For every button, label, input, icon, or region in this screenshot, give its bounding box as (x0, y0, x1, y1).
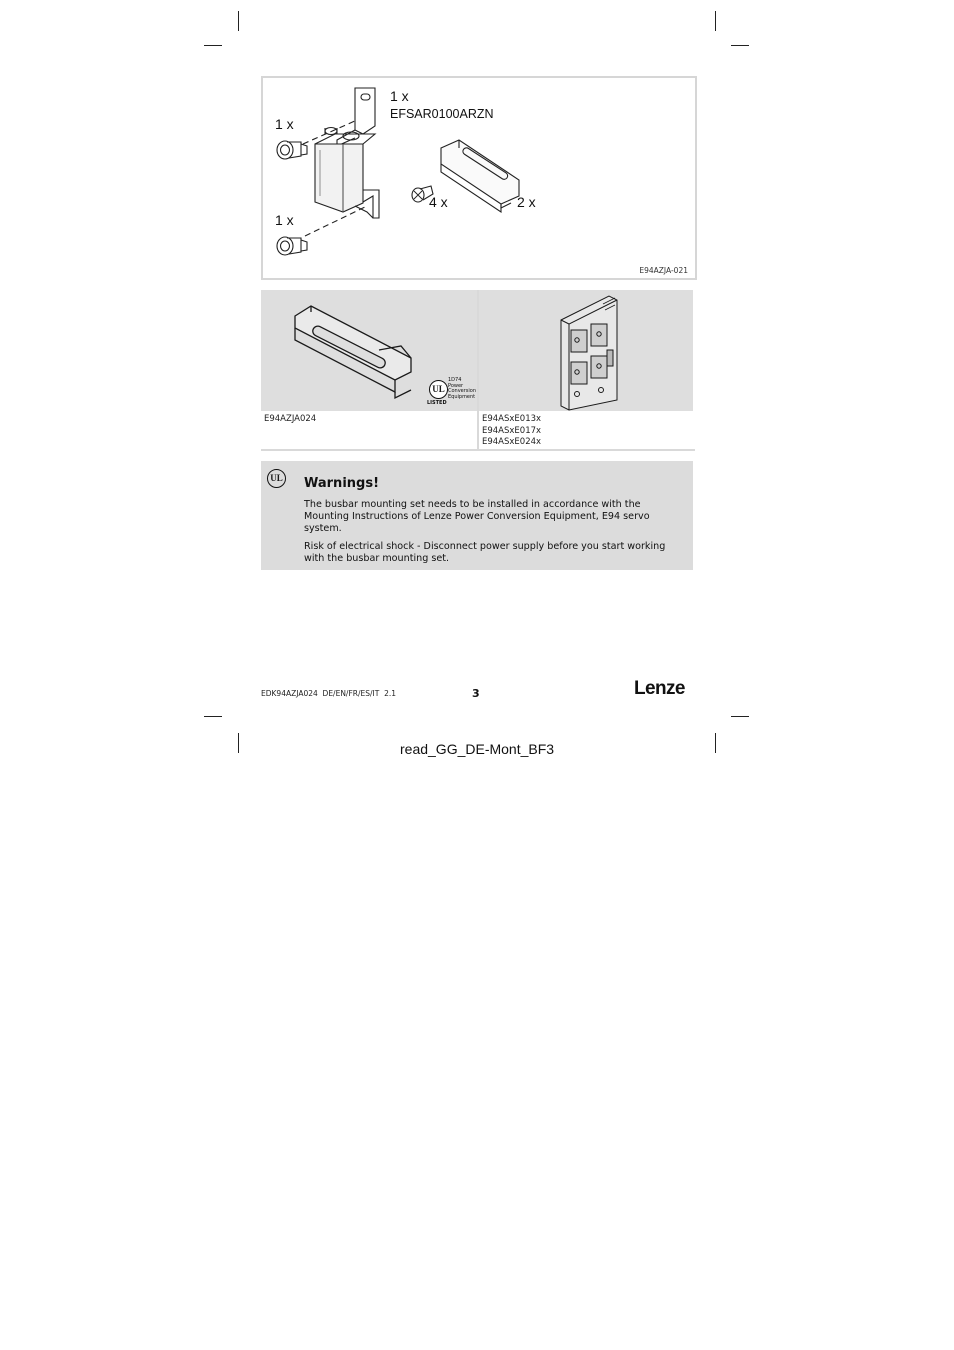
warning-box (261, 461, 693, 570)
fuse-quantity-label: 1 x (390, 88, 409, 104)
busbar-bracket (441, 140, 519, 212)
table-divider-horizontal (261, 449, 695, 451)
fuse-part-number: EFSAR0100ARZN (390, 107, 494, 121)
screw-bottom-quantity-label: 1 x (275, 212, 294, 228)
figure-code: E94AZJA-021 (639, 266, 688, 275)
lenze-logo: Lenze (634, 678, 685, 699)
small-screw-quantity-label: 4 x (429, 194, 448, 210)
crop-mark-top-right-horizontal (731, 45, 749, 46)
screw-bottom (277, 237, 307, 255)
ul-mark (427, 378, 475, 408)
product-cell-busbar (261, 290, 477, 451)
footer-document-reference: EDK94AZJA024 DE/EN/FR/ES/IT 2.1 (261, 689, 397, 698)
ul-listed-icon: UL (429, 380, 448, 399)
fuse-lower-bracket (363, 190, 379, 218)
crop-mark-top-left-horizontal (204, 45, 222, 46)
ul-warning-icon: UL (267, 469, 286, 488)
ul-mark-text: 1D74 Power Conversion Equipment (448, 377, 477, 400)
page-number: 3 (472, 687, 480, 700)
fuse-bracket-hole (361, 94, 370, 100)
product-caption-servo: E94ASxE013x E94ASxE017x E94ASxE024x (482, 414, 542, 447)
product-cell-servo (479, 290, 693, 451)
fuse-upper-bracket (355, 88, 375, 134)
product-table (261, 290, 695, 451)
warning-paragraph-2: Risk of electrical shock - Disconnect power supply before you start working with the busbar mounting set. (304, 541, 666, 565)
ul-listed-label: LISTED (427, 400, 447, 406)
document-file-name: read_GG_DE-Mont_BF3 (400, 741, 555, 757)
bracket-quantity-label: 2 x (517, 194, 536, 210)
warning-title: Warnings! (304, 476, 379, 491)
screw-top (277, 141, 307, 159)
crop-mark-bottom-left-vertical (238, 733, 239, 753)
warning-paragraph-1: The busbar mounting set needs to be installed in accordance with the Mounting Instructions of Lenze Power Conversion Equipment, E94 servo system. (304, 499, 650, 535)
product-image-busbar (261, 290, 477, 411)
product-caption-busbar: E94AZJA024 (264, 414, 317, 424)
crop-mark-top-right-vertical (715, 11, 716, 31)
crop-mark-bottom-left-horizontal (204, 716, 222, 717)
crop-mark-bottom-right-vertical (715, 733, 716, 753)
screw-top-quantity-label: 1 x (275, 116, 294, 132)
crop-mark-top-left-vertical (238, 11, 239, 31)
crop-mark-bottom-right-horizontal (731, 716, 749, 717)
assembly-line-bottom (305, 206, 367, 236)
fuse-body (315, 144, 363, 212)
parts-figure (261, 76, 697, 280)
product-image-servo (479, 290, 693, 411)
